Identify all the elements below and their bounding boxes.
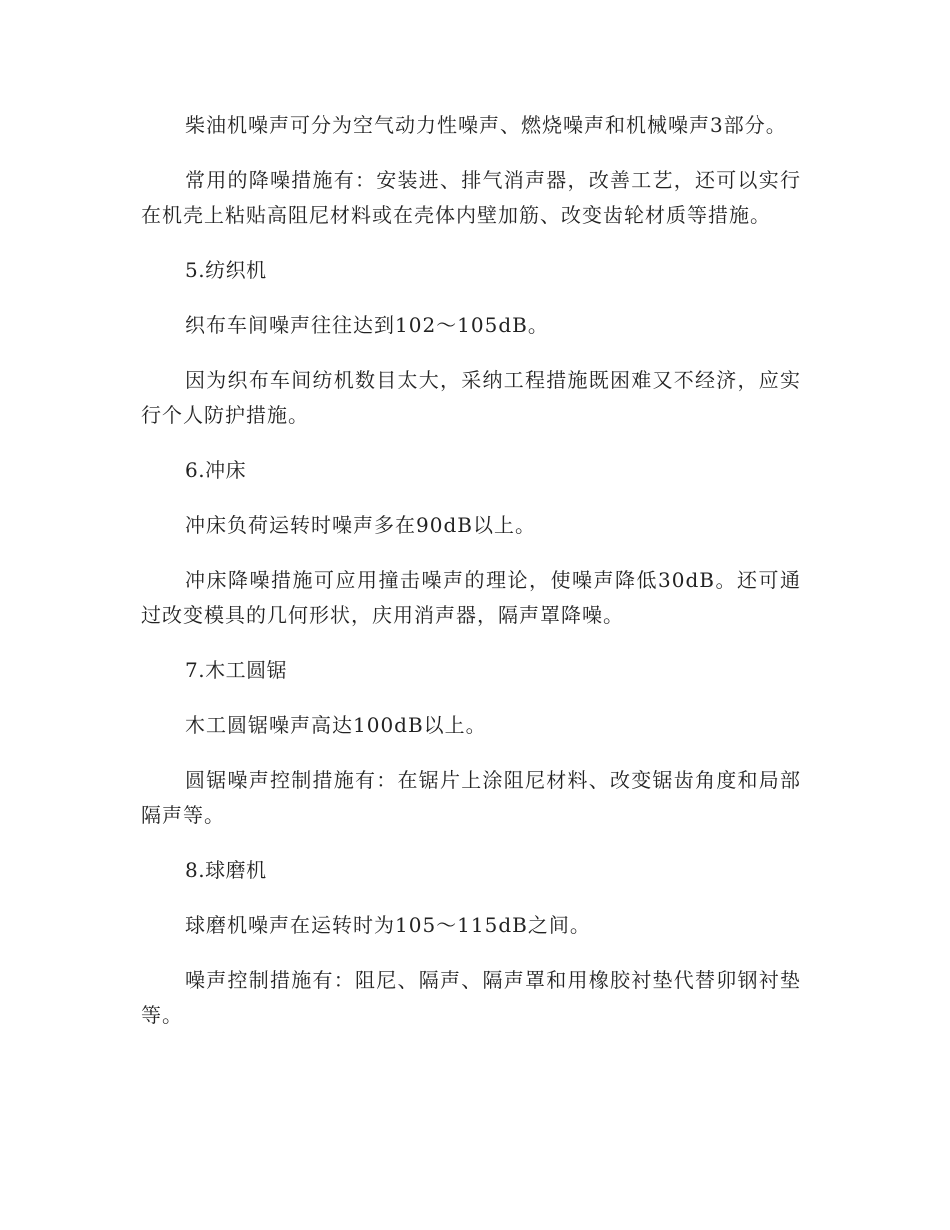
document-body: [141, 108, 801, 1053]
section-heading-textile-machine: 5.纺织机: [185, 258, 267, 282]
section-heading-ball-mill: 8.球磨机: [185, 858, 267, 882]
paragraph-mill-noise: 球磨机噪声在运转时为105～115dB之间。: [185, 913, 591, 937]
paragraph-punch-noise: 冲床负荷运转时噪声多在90dB以上。: [185, 513, 536, 537]
paragraph-diesel-measures: 常用的降噪措施有：安装进、排气消声器，改善工艺，还可以实行在机壳上粘贴高阻尼材料或在壳体内壁加筋、改变齿轮材质等措施。: [141, 168, 801, 227]
paragraph-weaving-measures: 因为织布车间纺机数目太大，采纳工程措施既困难又不经济，应实行个人防护措施。: [141, 368, 801, 427]
section-heading-punch-press: 6.冲床: [185, 458, 247, 482]
paragraph-diesel-noise: 柴油机噪声可分为空气动力性噪声、燃烧噪声和机械噪声3部分。: [185, 113, 787, 137]
paragraph-saw-measures: 圆锯噪声控制措施有：在锯片上涂阻尼材料、改变锯齿角度和局部隔声等。: [141, 768, 801, 827]
paragraph-mill-measures: 噪声控制措施有：阻尼、隔声、隔声罩和用橡胶衬垫代替卯钢衬垫等。: [141, 968, 801, 1027]
paragraph-saw-noise: 木工圆锯噪声高达100dB以上。: [185, 713, 487, 737]
paragraph-punch-measures: 冲床降噪措施可应用撞击噪声的理论，使噪声降低30dB。还可通过改变模具的几何形状，庆用消声器，隔声罩降噪。: [141, 568, 801, 627]
paragraph-weaving-noise: 织布车间噪声往往达到102～105dB。: [185, 313, 549, 337]
section-heading-circular-saw: 7.木工圆锯: [185, 658, 288, 682]
